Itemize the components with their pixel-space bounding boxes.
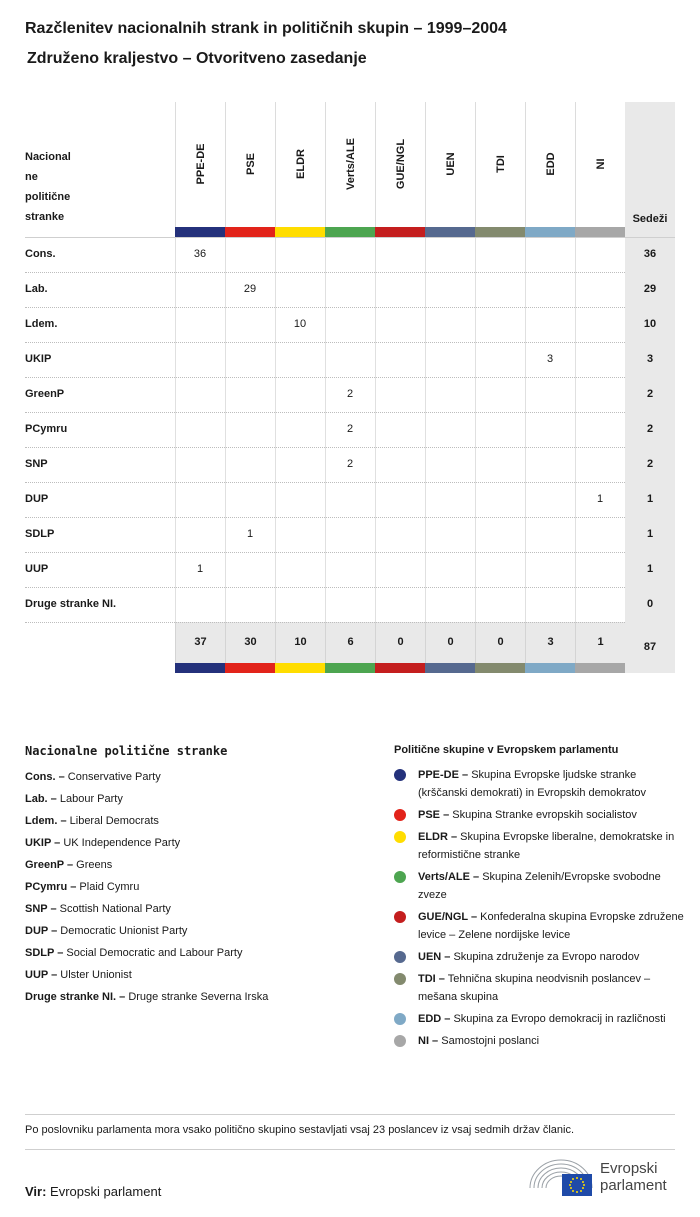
party-header-line: politične — [25, 191, 71, 203]
party-full-name: Liberal Democrats — [66, 815, 159, 827]
party-row-label: SDLP — [25, 528, 55, 540]
party-row-label: UKIP — [25, 353, 52, 365]
row-total-cell: 3 — [646, 353, 654, 365]
group-full-name: Skupina za Evropo demokracij in različnosti — [450, 1013, 666, 1025]
group-legend-item — [394, 948, 684, 966]
group-abbreviation: GUE/NGL – — [418, 911, 478, 923]
column-divider — [275, 237, 276, 622]
party-legend-item — [25, 942, 365, 964]
party-full-name: Druge stranke Severna Irska — [125, 991, 269, 1003]
seat-count-cell: 29 — [243, 283, 257, 295]
group-color-bar — [275, 227, 325, 237]
party-full-name: Ulster Unionist — [57, 969, 132, 981]
seat-count-cell: 3 — [546, 353, 554, 365]
political-groups-legend — [394, 744, 684, 1054]
party-abbreviation: DUP – — [25, 925, 58, 937]
party-full-name: UK Independence Party — [60, 837, 181, 849]
party-full-name: Plaid Cymru — [76, 881, 140, 893]
ep-logo-line1: Evropski — [600, 1160, 658, 1177]
group-color-dot-icon — [394, 973, 406, 985]
group-code-label: NI — [594, 158, 607, 170]
group-legend-item — [394, 1032, 684, 1050]
seat-count-cell: 2 — [346, 458, 354, 470]
group-total-cell: 0 — [375, 622, 425, 663]
ep-logo-line2: parlament — [600, 1177, 667, 1194]
group-code-label: EDD — [544, 152, 557, 176]
party-header-line: stranke — [25, 211, 65, 223]
party-abbreviation: SNP – — [25, 903, 57, 915]
party-abbreviation: Lab. – — [25, 793, 57, 805]
group-color-bar — [425, 663, 475, 673]
group-total-cell: 0 — [475, 622, 525, 663]
party-header-line: ne — [25, 171, 38, 183]
party-legend-item — [25, 788, 365, 810]
group-color-dot-icon — [394, 1013, 406, 1025]
party-full-name: Democratic Unionist Party — [57, 925, 188, 937]
ep-logo-text — [600, 1160, 667, 1194]
group-full-name: Skupina združenje za Evropo narodov — [450, 951, 640, 963]
group-abbreviation: EDD – — [418, 1013, 451, 1025]
seat-count-cell: 1 — [196, 563, 204, 575]
party-legend-item — [25, 876, 365, 898]
group-full-name: Konfederalna skupina Evropske združene levice – Zelene nordijske levice — [418, 911, 684, 941]
group-legend-item — [394, 970, 684, 1006]
political-groups-heading: Politične skupine v Evropskem parlamentu — [394, 744, 619, 756]
party-row-label: Cons. — [25, 248, 56, 260]
group-code-label: Verts/ALE — [344, 138, 357, 190]
row-divider — [25, 622, 625, 623]
group-total-cell: 10 — [275, 622, 325, 663]
party-row-label: Lab. — [25, 283, 48, 295]
group-color-bar — [175, 663, 225, 673]
group-color-dot-icon — [394, 809, 406, 821]
page-title: Razčlenitev nacionalnih strank in političnih skupin – 1999–2004 — [25, 20, 507, 37]
group-color-bar — [475, 227, 525, 237]
party-legend-item — [25, 920, 365, 942]
divider — [25, 1114, 675, 1115]
group-full-name: Skupina Evropske liberalne, demokratske in reformistične stranke — [418, 831, 675, 861]
row-total-cell: 36 — [643, 248, 657, 260]
group-color-bar — [225, 663, 275, 673]
source-line — [25, 1184, 161, 1199]
column-divider — [425, 237, 426, 622]
party-legend-item — [25, 832, 365, 854]
column-divider — [475, 237, 476, 622]
divider — [25, 1149, 675, 1150]
group-color-dot-icon — [394, 831, 406, 843]
group-code-label: UEN — [444, 152, 457, 176]
group-code-label: ELDR — [294, 149, 307, 179]
group-color-bar — [375, 663, 425, 673]
group-code-label: PPE-DE — [194, 143, 207, 185]
group-abbreviation: TDI – — [418, 973, 445, 985]
group-total-cell: 37 — [175, 622, 225, 663]
group-color-bar — [325, 227, 375, 237]
party-row-label: PCymru — [25, 423, 68, 435]
row-total-cell: 0 — [646, 598, 654, 610]
group-full-name: Skupina Evropske ljudske stranke (krščanski demokrati) in Evropskih demokratov — [418, 769, 647, 799]
party-abbreviation: Cons. – — [25, 771, 65, 783]
group-column-header — [175, 102, 225, 227]
source-label: Vir: — [25, 1184, 47, 1199]
group-color-bar — [575, 227, 625, 237]
party-row-label: DUP — [25, 493, 49, 505]
seat-count-cell: 1 — [596, 493, 604, 505]
group-column-header — [475, 102, 525, 227]
party-row-label: SNP — [25, 458, 48, 470]
seats-column-header: Sedeži — [632, 213, 668, 225]
group-column-header — [225, 102, 275, 227]
party-row-label: Ldem. — [25, 318, 58, 330]
group-column-header — [425, 102, 475, 227]
group-full-name: Tehnična skupina neodvisnih poslancev – mešana skupina — [418, 973, 651, 1003]
seat-count-cell: 2 — [346, 423, 354, 435]
row-total-cell: 2 — [646, 388, 654, 400]
group-full-name: Samostojni poslanci — [438, 1035, 540, 1047]
row-total-cell: 29 — [643, 283, 657, 295]
group-legend-item — [394, 828, 684, 864]
group-code-label: GUE/NGL — [394, 138, 407, 190]
party-legend-item — [25, 986, 365, 1008]
page-subtitle: Združeno kraljestvo – Otvoritveno zasedanje — [27, 50, 367, 67]
group-abbreviation: Verts/ALE – — [418, 871, 480, 883]
group-total-cell: 3 — [525, 622, 575, 663]
grand-total: 87 — [643, 641, 657, 653]
column-divider — [375, 237, 376, 622]
group-legend-item — [394, 908, 684, 944]
national-parties-heading: Nacionalne politične stranke — [25, 744, 228, 758]
group-legend-item — [394, 1010, 684, 1028]
group-color-bar — [425, 227, 475, 237]
group-legend-item — [394, 868, 684, 904]
row-total-cell: 10 — [643, 318, 657, 330]
row-total-cell: 1 — [646, 563, 654, 575]
group-color-dot-icon — [394, 1035, 406, 1047]
row-total-cell: 2 — [646, 423, 654, 435]
group-full-name: Skupina Stranke evropskih socialistov — [449, 809, 637, 821]
footnote: Po poslovniku parlamenta mora vsako politično skupino sestavljati vsaj 23 poslancev iz vsaj sedmih držav članic. — [25, 1124, 575, 1136]
group-full-name: Skupina Zelenih/Evropske svobodne zveze — [418, 871, 661, 901]
group-color-dot-icon — [394, 911, 406, 923]
seats-table — [25, 102, 675, 673]
party-abbreviation: Druge stranke NI. – — [25, 991, 126, 1003]
party-legend-item — [25, 810, 365, 832]
group-abbreviation: NI – — [418, 1035, 439, 1047]
group-color-bar — [525, 227, 575, 237]
group-legend-item — [394, 766, 684, 802]
group-code-label: PSE — [244, 152, 257, 176]
party-legend-item — [25, 898, 365, 920]
group-color-bar — [325, 663, 375, 673]
column-divider — [525, 237, 526, 622]
source-value: Evropski parlament — [46, 1184, 162, 1199]
party-legend-item — [25, 766, 365, 788]
group-column-header — [325, 102, 375, 227]
party-full-name: Conservative Party — [64, 771, 161, 783]
party-full-name: Scottish National Party — [56, 903, 171, 915]
row-total-cell: 2 — [646, 458, 654, 470]
group-color-bar — [275, 663, 325, 673]
party-abbreviation: PCymru – — [25, 881, 77, 893]
group-total-cell: 0 — [425, 622, 475, 663]
group-abbreviation: ELDR – — [418, 831, 458, 843]
group-abbreviation: PPE-DE – — [418, 769, 469, 781]
group-color-dot-icon — [394, 871, 406, 883]
party-full-name: Labour Party — [56, 793, 123, 805]
group-column-header — [275, 102, 325, 227]
seat-count-cell: 2 — [346, 388, 354, 400]
group-abbreviation: UEN – — [418, 951, 451, 963]
party-column-header — [25, 147, 85, 227]
row-total-cell: 1 — [646, 528, 654, 540]
group-total-cell: 1 — [575, 622, 625, 663]
group-code-label: TDI — [494, 155, 507, 173]
party-row-label: Druge stranke NI. — [25, 598, 117, 610]
party-row-label: GreenP — [25, 388, 65, 400]
group-total-cell: 30 — [225, 622, 275, 663]
seat-count-cell: 36 — [193, 248, 207, 260]
group-color-bar — [475, 663, 525, 673]
party-abbreviation: UUP – — [25, 969, 58, 981]
seat-count-cell: 1 — [246, 528, 254, 540]
party-abbreviation: Ldem. – — [25, 815, 67, 827]
group-legend-item — [394, 806, 684, 824]
group-column-header — [375, 102, 425, 227]
group-color-bar — [375, 227, 425, 237]
group-color-dot-icon — [394, 769, 406, 781]
ep-hemicycle-logo-icon — [528, 1158, 594, 1198]
seat-count-cell: 10 — [293, 318, 307, 330]
group-color-bar — [175, 227, 225, 237]
group-color-dot-icon — [394, 951, 406, 963]
group-column-header — [575, 102, 625, 227]
group-column-header — [525, 102, 575, 227]
group-abbreviation: PSE – — [418, 809, 450, 821]
national-parties-list — [25, 766, 365, 1008]
political-groups-list — [394, 766, 684, 1050]
party-abbreviation: GreenP – — [25, 859, 74, 871]
party-full-name: Greens — [73, 859, 113, 871]
party-legend-item — [25, 854, 365, 876]
group-color-bar — [525, 663, 575, 673]
national-parties-legend — [25, 744, 365, 1008]
group-color-bar — [575, 663, 625, 673]
group-color-bar — [225, 227, 275, 237]
party-legend-item — [25, 964, 365, 986]
party-row-label: UUP — [25, 563, 49, 575]
column-divider — [575, 237, 576, 622]
ep-logo — [528, 1158, 678, 1198]
row-total-cell: 1 — [646, 493, 654, 505]
party-header-line: Nacional — [25, 151, 71, 163]
party-abbreviation: UKIP – — [25, 837, 61, 849]
party-full-name: Social Democratic and Labour Party — [63, 947, 243, 959]
group-total-cell: 6 — [325, 622, 375, 663]
party-abbreviation: SDLP – — [25, 947, 64, 959]
